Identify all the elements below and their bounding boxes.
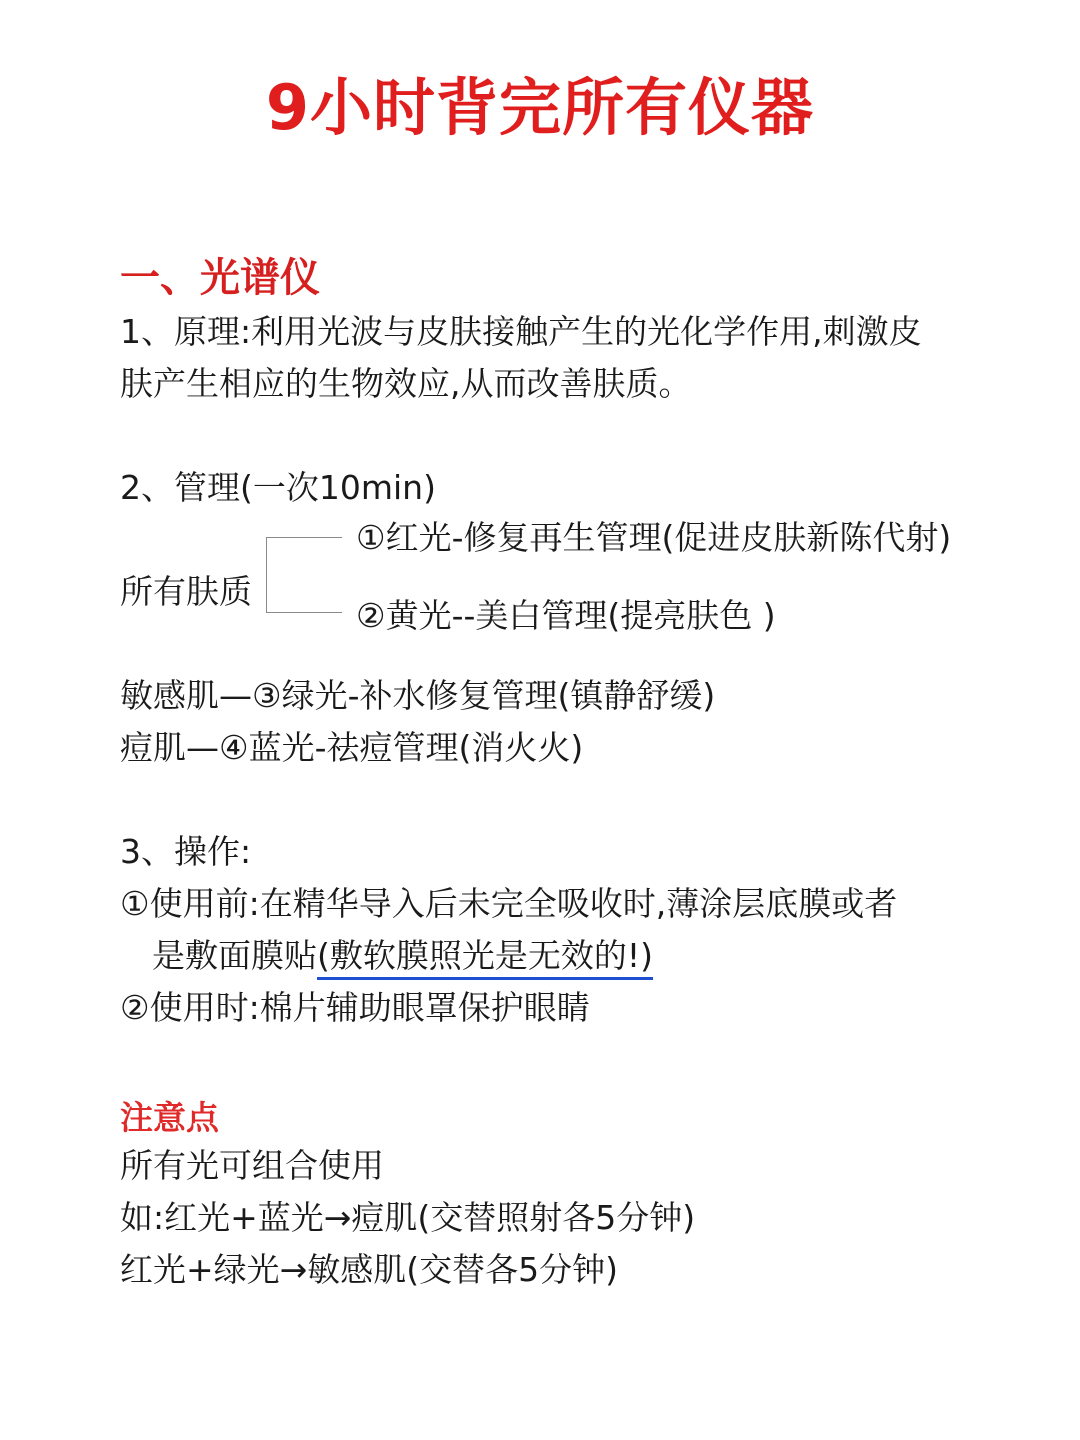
operation-label: 3、操作: [120,832,252,871]
management-label: 2、管理(一次10min) [120,468,436,507]
all-skin-types-label: 所有肤质 [120,572,252,611]
red-light-item: ①红光-修复再生管理(促进皮肤新陈代射) [356,518,952,557]
bracket-connector [266,537,342,613]
operation-step-1-line-2 [152,936,653,976]
warning-underlined-text: (敷软膜照光是无效的!) [317,936,653,980]
notes-line-1: 所有光可组合使用 [120,1146,384,1185]
notes-line-2: 如:红光+蓝光→痘肌(交替照射各5分钟) [120,1198,696,1237]
sensitive-skin-line: 敏感肌—③绿光-补水修复管理(镇静舒缓) [120,676,716,715]
notes-heading: 注意点 [120,1098,219,1137]
section-heading-spectrometer: 一、光谱仪 [120,255,320,301]
page-title: 9小时背完所有仪器 [265,71,815,144]
operation-step-1-line-1: ①使用前:在精华导入后未完全吸收时,薄涂层底膜或者 [120,884,898,923]
acne-skin-line: 痘肌—④蓝光-祛痘管理(消火火) [120,728,584,767]
notes-line-3: 红光+绿光→敏感肌(交替各5分钟) [120,1250,619,1289]
principle-line-2: 肤产生相应的生物效应,从而改善肤质。 [120,364,692,403]
principle-line-1: 1、原理:利用光波与皮肤接触产生的光化学作用,刺激皮 [120,312,922,351]
operation-step-2: ②使用时:棉片辅助眼罩保护眼睛 [120,988,590,1027]
operation-step-1-plain: 是敷面膜贴 [152,936,317,975]
yellow-light-item: ②黄光--美白管理(提亮肤色 ) [356,596,776,635]
